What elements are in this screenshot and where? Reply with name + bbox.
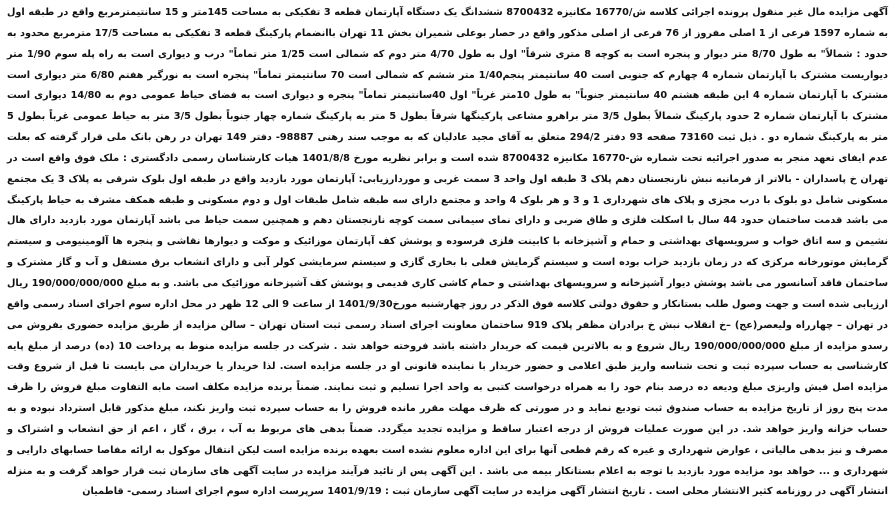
notice-body-text: آگهی مزایده مال غیر منقول پرونده اجرائی کلاسه ش/16770 مکانیزه 8700432 ششدانگ یک دستگاه آپارتمان قطعه 3 تفکیکی به مساحت 145متر و 15 سانتیمترمربع واقع در طبقه اول به شماره 1597 فرعی از 1 اصلی مفروز از 76 فرعی از اصلی مذکور واقع در حصار بوعلی شمیران بخش 11 تهران باانضمام پارکینگ قطعه 3 تفکیکی به مساحت 17/5 مترمربع محدود به حدود : شمالاً" به طول 8/70 متر دیوار و پنجره است به کوچه 8 متری شرقاً" اول به طول 4/70 متر دوم که شمالی است 1/25 متر تماماً" درب و دیواری است به راه پله سوم 1/90 متر دیواریست مشترک با آپارتمان شماره 4 چهارم که جنوبی است 40 سانتیمتر پنجم1/40 متر ششم که شمالی است 70 سانتیمتر تماماً" پنجره است به نورگیر هفتم 6/80 متر دیواری است مشترک با آپارتمان شماره 4 این طبقه هشتم 40 سانتیمتر جنوباً" به طول 10متر غرباً" اول 40سانتیمتر تماماً" پنجره و دیواری است به فضای حیاط عمومی دوم به 14/80 دیواری است مشترک با آپارتمان شماره 2 حدود پارکینگ شمالاً بطول 3/5 متر براهرو مشاعی پارکینگها شرقاً بطول 5 متر به پارکینگ شماره چهار جنوباً بطول 3/5 متر به حیاط عمومی غرباً بطول 5 متر به پارکینگ شماره دو . ذیل ثبت 73160 صفحه 93 دفتر 294/2 متعلق به آقای مجید عادلیان که به موجب سند رهنی 98887- دفتر 149 تهران در رهن بانک ملی قرار گرفته که بعلت عدم ایفای تعهد منجر به صدور اجرائیه تحت شماره ش-16770 مکانیزه 8700432 شده است و برابر نظریه مورخ 1401/8/8 هیات کارشناسان رسمی دادگستری : ملک فوق واقع است در تهران خ پاسداران - بالاتر از فرمانیه نبش نارنجستان دهم پلاک 3 طبقه اول واحد 3 سمت غربی و موردارزیابی: آپارتمان مورد بازدید واقع در طبقه اول بلوک شرقی به پلاک 3 یک مجتمع مسکونی شامل دو بلوک با درب مجزی و پلاک های شهرداری 1 و 3 و هر بلوک 4 واحد و مجتمع دارای سه طبقه شامل طبقات اول و دوم مسکونی و طبقه همکف مشرف به حیاط پارکینگ می باشد قدمت ساختمان حدود 44 سال با اسکلت فلزی و طاق ضربی و دارای نمای سیمانی سمت کوچه نارنجستان دهم و همچنین سمت حیاط می باشد آپارتمان مورد بازدید دارای هال نشیمن و سه اتاق خواب و سرویسهای بهداشتی و حمام و آشپزخانه با کابینت فلزی فرسوده و پوشش کف آپارتمان موزائیک و موکت و دیوارها نقاشی و پنجره ها آلومینیومی و سیستم گرمایش موتورخانه مرکزی که در زمان بازدید خراب بوده است و سیستم گرمایش فعلی با بخاری گازی و سیستم سرمایشی کولر آبی و دارای انشعاب برق مستقل و آب و گاز مشترک و ساختمان فاقد آسانسور می باشد پوشش دیوار آشپزخانه و سرویسهای بهداشتی و حمام کاشی کاری قدیمی و پوشش کف آشپزخانه موزائیک می باشد. و به مبلغ 190/000/000/000 ریال ارزیابی شده است و جهت وصول طلب بستانکار و حقوق دولتی کلاسه فوق الذکر در روز چهارشنبه مورخ1401/9/30 از ساعت 9 الی 12 ظهر در محل اداره سوم اجرای اسناد رسمی واقع در تهران – چهارراه ولیعصر(عج) –خ انقلاب نبش خ برادران مظفر پلاک 919 ساختمان معاونت اجرای اسناد رسمی ثبت استان تهران – سالن مزایده از طریق مزایده حضوری بفروش می رسدو مزایده از مبلغ 190/000/000/000 ریال شروع و به بالاترین قیمت که خریدار داشته باشد فروخته خواهد شد . شرکت در جلسه مزایده منوط به پرداخت 10 (ده) درصد از مبلغ پایه کارشناسی به حساب سپرده ثبت و تحت شناسه واریز طبق اعلامی و حضور خریدار با نماینده قانونی او در جلسه مزایده است. لذا خریدار یا خریداران می بایست تا قبل از شروع وقت مزایده اصل فیش واریزی مبلغ ودیعه ده درصد بنام خود را به همراه درخواست کتبی به واحد اجرا تسلیم و ثبت نمایند. ضمناً برنده مزایده مکلف است مابه التفاوت مبلغ فروش را ظرف مدت پنج روز از تاریخ مزایده به حساب صندوق ثبت تودیع نماید و در صورتی که ظرف مهلت مقرر مانده فروش را به حساب سپرده ثبت واریز نکند، مبلغ مذکور قابل استرداد نبوده و به حساب خزانه واریز خواهد شد. در این صورت عملیات فروش از درجه اعتبار ساقط و مزایده تجدید میگردد. ضمناً بدهی های مربوط به آب ، برق ، گاز ، اعم از حق انشعاب و اشتراک و مصرف و نیز بدهی مالیاتی ، عوارض شهرداری و غیره که رقم قطعی آنها برای این اداره معلوم نشده است بعهده برنده مزایده است لیکن انتقال موکول به ارائه مفاصا حسابهای دارایی و شهرداری و ... خواهد بود مزایده مورد بازدید با توجه به اعلام بستانکار بیمه می باشد . این آگهی پس از تائید فرآیند مزایده در سایت آگهی های سازمان ثبت قرار خواهد گرفت و به منزله انتشار آگهی در روزنامه کثیر الانتشار محلی است . تاریخ انتشار آگهی مزایده در سایت آگهی سازمان ثبت : 1401/9/19 سرپرست اداره سوم اجرای اسناد رسمی- قاطمیان	[7, 7, 889, 498]
